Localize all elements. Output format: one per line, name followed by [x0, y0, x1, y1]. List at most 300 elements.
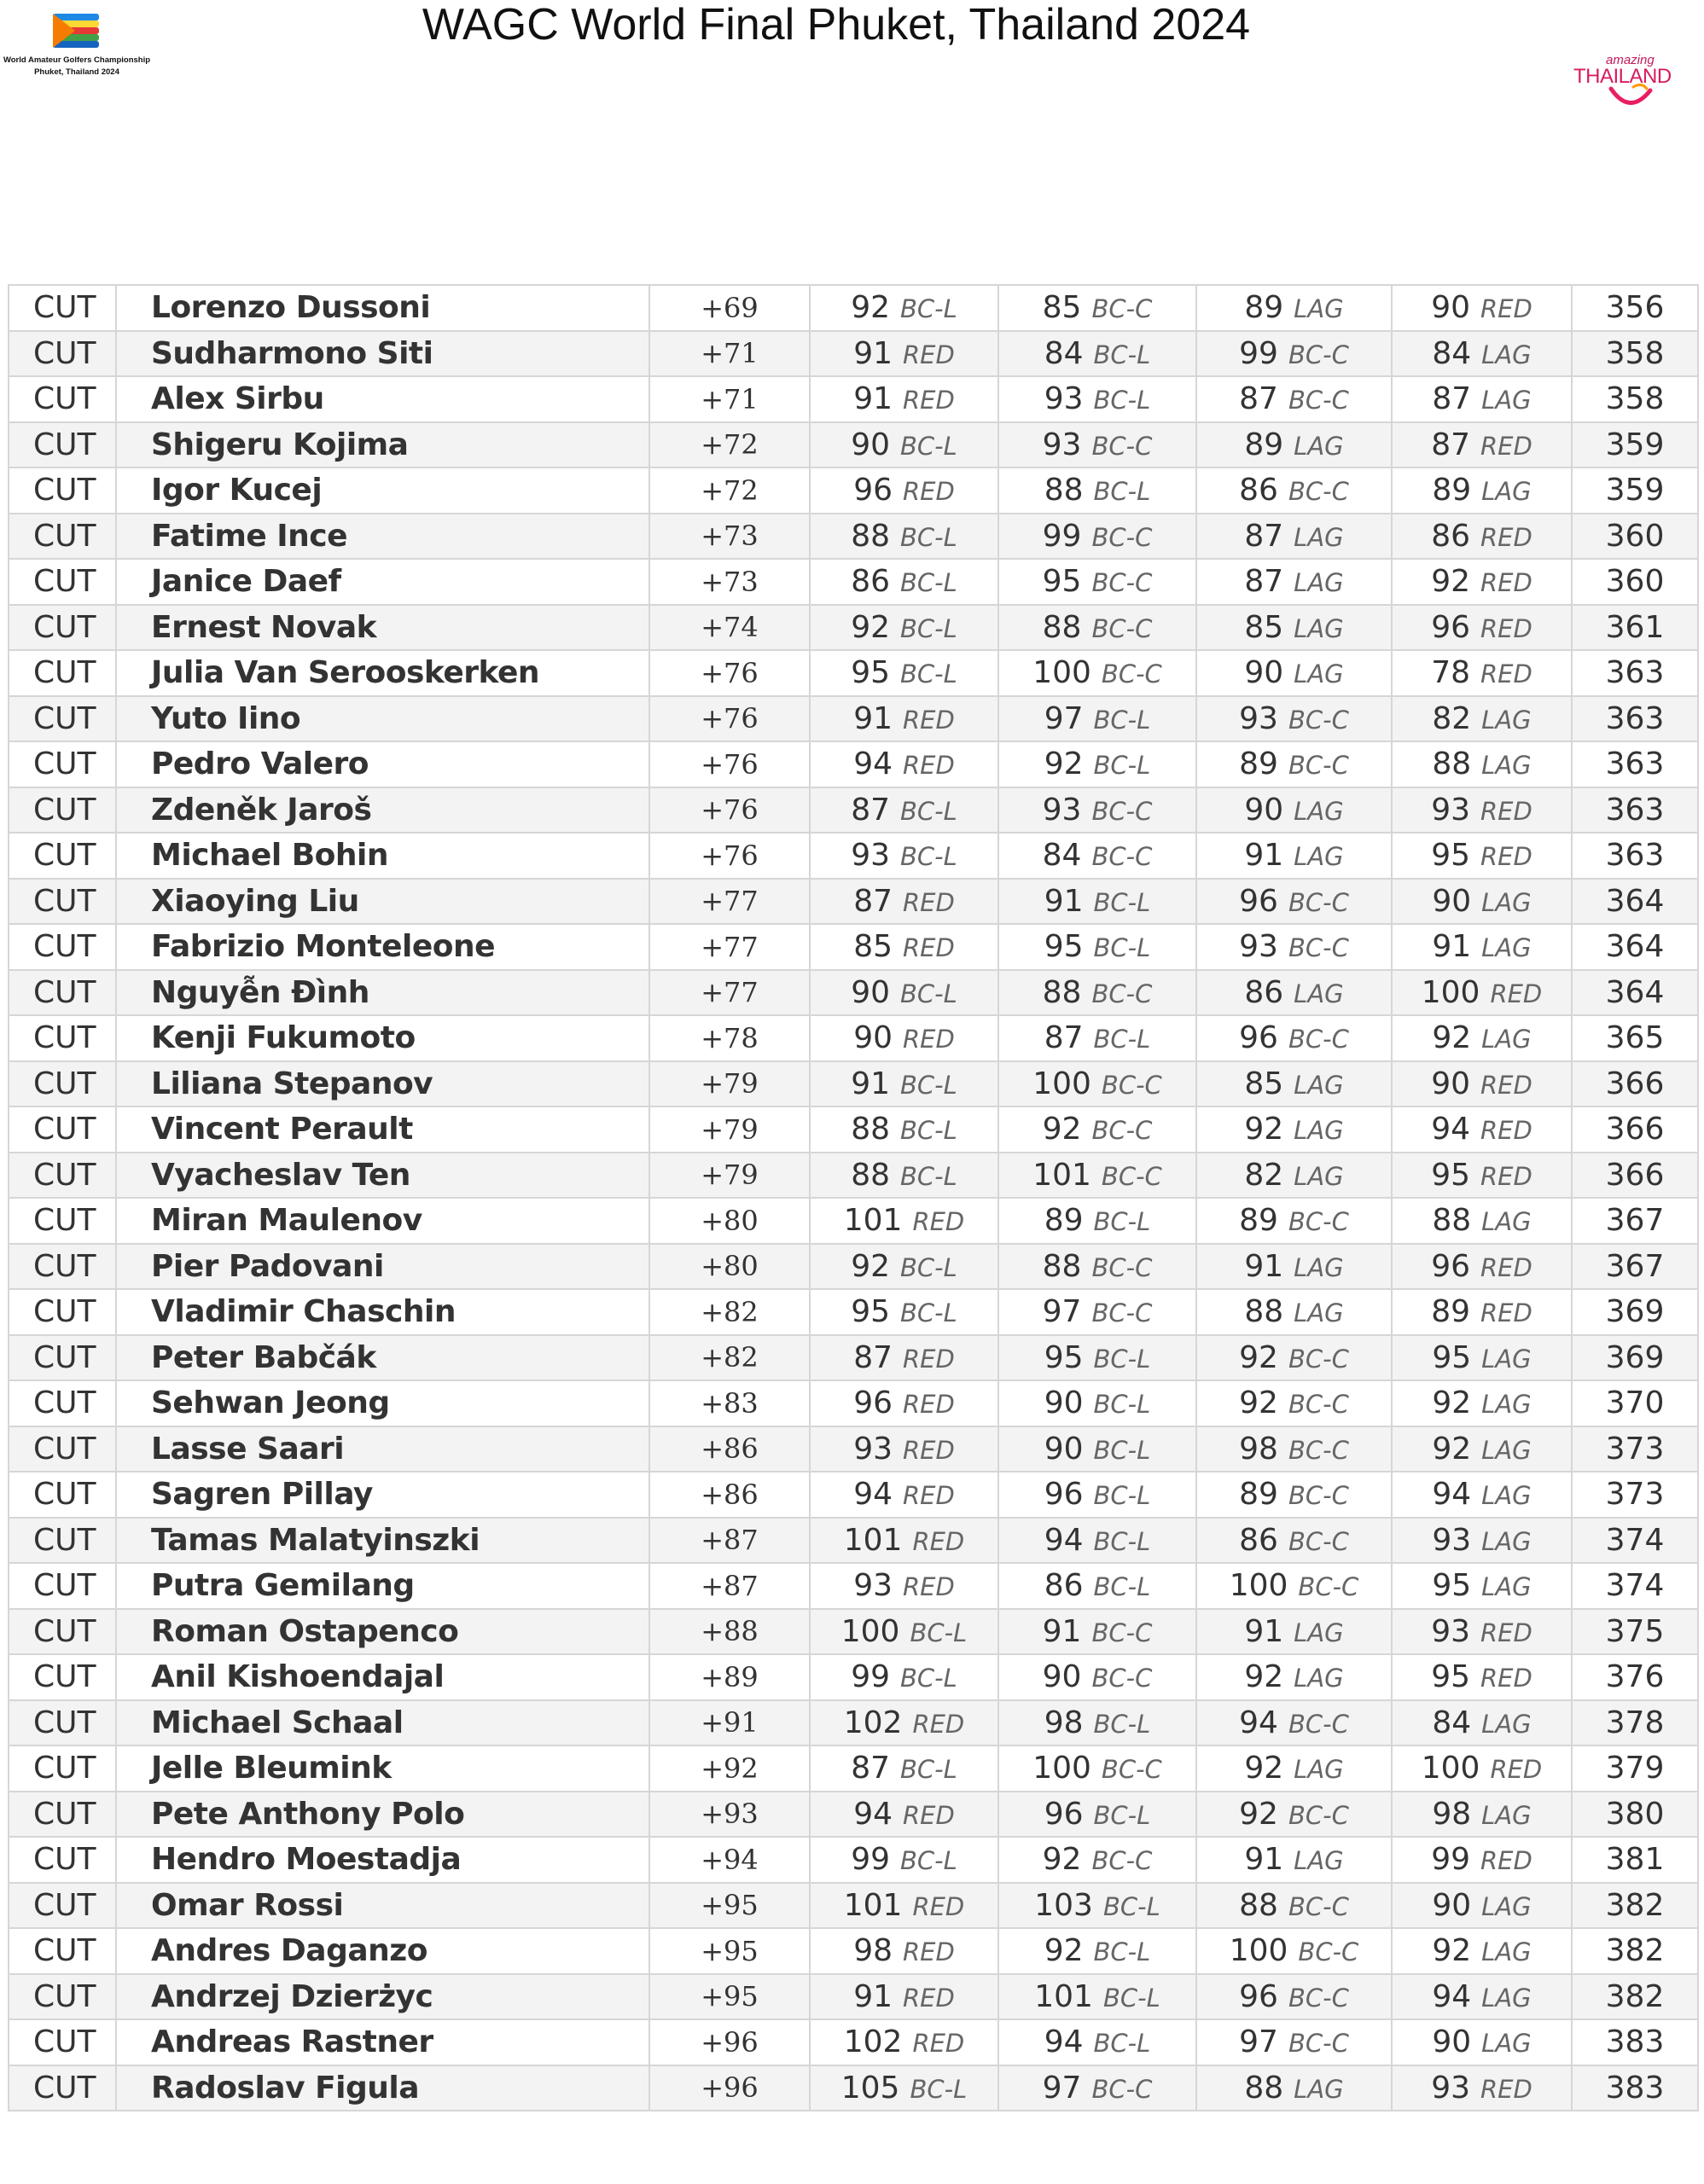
position-cell: CUT — [9, 924, 116, 970]
total-cell: 364 — [1572, 924, 1698, 970]
round-course: BC-L — [900, 1070, 957, 1100]
round-score: 88 — [851, 1112, 891, 1147]
round-4-cell — [1392, 1198, 1572, 1244]
round-1-cell — [810, 422, 998, 468]
round-3-cell — [1196, 1837, 1392, 1883]
round-score: 89 — [1431, 1294, 1470, 1330]
round-score: 88 — [851, 1157, 891, 1193]
round-score: 91 — [1244, 1613, 1284, 1649]
player-name-cell: Liliana Stepanov — [116, 1061, 649, 1107]
round-score: 100 — [1421, 1751, 1480, 1786]
round-course: BC-C — [1288, 1390, 1349, 1420]
round-4-cell — [1392, 1792, 1572, 1838]
round-course: BC-C — [1288, 340, 1349, 369]
round-2-cell — [998, 285, 1196, 331]
round-1-cell — [810, 2065, 998, 2111]
position-cell: CUT — [9, 1974, 116, 2020]
round-1-cell — [810, 1928, 998, 1974]
total-cell: 379 — [1572, 1745, 1698, 1792]
round-course: RED — [1490, 1755, 1543, 1785]
round-score: 86 — [1239, 1522, 1278, 1558]
total-cell: 358 — [1572, 376, 1698, 422]
round-2-cell — [998, 468, 1196, 514]
table-row — [9, 1015, 1698, 1061]
round-score: 100 — [840, 1613, 900, 1649]
round-course: RED — [903, 477, 955, 507]
round-course: RED — [912, 1891, 965, 1921]
round-4-cell — [1392, 605, 1572, 651]
round-3-cell — [1196, 1518, 1392, 1564]
round-score: 100 — [1229, 1933, 1288, 1969]
round-2-cell — [998, 1198, 1196, 1244]
round-course: BC-C — [1091, 1846, 1153, 1876]
total-cell: 367 — [1572, 1198, 1698, 1244]
round-course: LAG — [1294, 1618, 1344, 1647]
round-4-cell — [1392, 1883, 1572, 1929]
round-score: 92 — [1044, 746, 1084, 782]
round-2-cell — [998, 833, 1196, 879]
total-cell: 366 — [1572, 1153, 1698, 1199]
round-course: RED — [903, 1937, 955, 1967]
round-score: 92 — [1431, 564, 1470, 600]
table-row — [9, 1244, 1698, 1290]
round-course: BC-L — [900, 1755, 957, 1785]
round-3-cell — [1196, 741, 1392, 787]
round-score: 101 — [843, 1887, 903, 1923]
position-cell: CUT — [9, 331, 116, 377]
position-cell: CUT — [9, 376, 116, 422]
round-score: 95 — [1431, 1157, 1470, 1193]
round-4-cell — [1392, 696, 1572, 742]
to-par-cell: +95 — [649, 1974, 810, 2020]
round-3-cell — [1196, 2019, 1392, 2065]
round-course: RED — [1480, 2074, 1532, 2104]
round-4-cell — [1392, 559, 1572, 605]
round-3-cell — [1196, 1107, 1392, 1153]
to-par-cell: +95 — [649, 1883, 810, 1929]
round-3-cell — [1196, 1426, 1392, 1472]
round-course: BC-C — [1101, 1161, 1162, 1191]
round-course: BC-C — [1288, 1344, 1349, 1374]
player-name-cell: Tamas Malatyinszki — [116, 1518, 649, 1564]
to-par-cell: +73 — [649, 559, 810, 605]
round-course: RED — [912, 1526, 965, 1556]
round-4-cell — [1392, 422, 1572, 468]
player-name-cell: Pete Anthony Polo — [116, 1792, 649, 1838]
to-par-cell: +87 — [649, 1563, 810, 1609]
total-cell: 383 — [1572, 2065, 1698, 2111]
round-course: RED — [1480, 1618, 1532, 1647]
round-course: RED — [903, 1344, 955, 1374]
round-2-cell — [998, 1015, 1196, 1061]
round-3-cell — [1196, 1883, 1392, 1929]
round-4-cell — [1392, 787, 1572, 834]
player-name-cell: Michael Schaal — [116, 1700, 649, 1746]
round-score: 78 — [1431, 655, 1470, 691]
round-course: LAG — [1481, 1526, 1532, 1556]
wagc-flag-icon — [46, 9, 106, 53]
round-course: RED — [903, 1481, 955, 1511]
round-score: 89 — [1244, 427, 1284, 462]
total-cell: 383 — [1572, 2019, 1698, 2065]
round-course: RED — [912, 1709, 965, 1739]
round-3-cell — [1196, 1745, 1392, 1792]
round-course: BC-C — [1091, 1298, 1153, 1328]
logo-thailand-text: THAILAND — [1573, 65, 1672, 88]
round-score: 93 — [1239, 929, 1278, 965]
round-score: 92 — [1044, 1933, 1084, 1969]
table-row — [9, 559, 1698, 605]
table-row — [9, 2065, 1698, 2111]
round-3-cell — [1196, 924, 1392, 970]
round-course: BC-C — [1288, 1983, 1349, 2013]
position-cell: CUT — [9, 1153, 116, 1199]
round-score: 91 — [1244, 1248, 1284, 1284]
round-score: 93 — [1431, 792, 1470, 828]
to-par-cell: +92 — [649, 1745, 810, 1792]
round-course: LAG — [1481, 1390, 1532, 1420]
round-course: RED — [1480, 522, 1532, 552]
round-score: 93 — [1044, 381, 1084, 417]
round-1-cell — [810, 1335, 998, 1381]
round-1-cell — [810, 1563, 998, 1609]
round-score: 93 — [853, 1431, 893, 1467]
round-score: 94 — [1239, 1705, 1278, 1740]
player-name-cell: Julia Van Serooskerken — [116, 650, 649, 696]
round-score: 89 — [1239, 1477, 1278, 1513]
round-score: 91 — [1044, 883, 1084, 919]
to-par-cell: +74 — [649, 605, 810, 651]
round-score: 86 — [851, 564, 891, 600]
round-course: BC-C — [1091, 431, 1153, 461]
position-cell: CUT — [9, 1244, 116, 1290]
round-course: BC-L — [900, 659, 957, 689]
round-score: 89 — [1044, 1203, 1084, 1239]
round-score: 92 — [1042, 1842, 1082, 1878]
round-4-cell — [1392, 468, 1572, 514]
round-score: 100 — [1032, 1751, 1091, 1786]
to-par-cell: +89 — [649, 1654, 810, 1700]
table-row — [9, 514, 1698, 560]
total-cell: 382 — [1572, 1928, 1698, 1974]
round-course: LAG — [1294, 659, 1344, 689]
player-name-cell: Andrzej Dzierżyc — [116, 1974, 649, 2020]
position-cell: CUT — [9, 2019, 116, 2065]
round-course: LAG — [1481, 1572, 1532, 1602]
player-name-cell: Alex Sirbu — [116, 376, 649, 422]
round-score: 94 — [853, 1477, 893, 1513]
round-score: 92 — [1432, 1020, 1472, 1056]
total-cell: 374 — [1572, 1518, 1698, 1564]
round-course: BC-C — [1091, 979, 1153, 1008]
table-row — [9, 1153, 1698, 1199]
round-course: LAG — [1294, 1161, 1344, 1191]
round-2-cell — [998, 696, 1196, 742]
round-course: LAG — [1294, 796, 1344, 826]
round-course: BC-C — [1091, 796, 1153, 826]
round-score: 87 — [1244, 518, 1284, 554]
round-4-cell — [1392, 1244, 1572, 1290]
to-par-cell: +80 — [649, 1198, 810, 1244]
round-1-cell — [810, 1153, 998, 1199]
round-1-cell — [810, 1289, 998, 1335]
round-3-cell — [1196, 285, 1392, 331]
round-score: 87 — [1244, 564, 1284, 600]
round-1-cell — [810, 787, 998, 834]
round-course: RED — [912, 2029, 965, 2059]
round-2-cell — [998, 1335, 1196, 1381]
round-course: BC-C — [1288, 1207, 1349, 1237]
round-score: 101 — [1032, 1157, 1091, 1193]
total-cell: 373 — [1572, 1472, 1698, 1518]
round-4-cell — [1392, 1153, 1572, 1199]
round-course: LAG — [1294, 1070, 1344, 1100]
round-1-cell — [810, 1654, 998, 1700]
position-cell: CUT — [9, 2065, 116, 2111]
round-course: BC-L — [910, 1618, 968, 1647]
round-score: 87 — [853, 1339, 893, 1375]
round-4-cell — [1392, 1015, 1572, 1061]
round-4-cell — [1392, 1518, 1572, 1564]
round-course: BC-C — [1091, 568, 1153, 598]
total-cell: 363 — [1572, 650, 1698, 696]
total-cell: 380 — [1572, 1792, 1698, 1838]
round-score: 90 — [1431, 290, 1470, 326]
round-course: BC-L — [1093, 887, 1151, 917]
round-course: RED — [1480, 659, 1532, 689]
round-course: BC-L — [1093, 1025, 1151, 1054]
round-1-cell — [810, 970, 998, 1016]
table-row — [9, 1518, 1698, 1564]
player-name-cell: Roman Ostapenco — [116, 1609, 649, 1655]
round-1-cell — [810, 924, 998, 970]
table-row — [9, 1380, 1698, 1426]
round-3-cell — [1196, 2065, 1392, 2111]
round-score: 95 — [851, 655, 891, 691]
round-3-cell — [1196, 1792, 1392, 1838]
round-course: RED — [1480, 842, 1532, 872]
round-2-cell — [998, 1289, 1196, 1335]
total-cell: 361 — [1572, 605, 1698, 651]
round-course: BC-C — [1288, 1800, 1349, 1830]
round-score: 91 — [853, 335, 893, 371]
round-score: 99 — [851, 1842, 891, 1878]
round-score: 95 — [1044, 929, 1084, 965]
to-par-cell: +71 — [649, 331, 810, 377]
round-score: 91 — [1042, 1613, 1082, 1649]
round-score: 90 — [1432, 2024, 1472, 2060]
round-score: 101 — [1034, 1978, 1093, 2014]
round-4-cell — [1392, 285, 1572, 331]
round-score: 96 — [1239, 1978, 1278, 2014]
round-2-cell — [998, 1792, 1196, 1838]
round-course: BC-C — [1288, 1709, 1349, 1739]
round-course: BC-L — [900, 1298, 957, 1328]
table-row — [9, 924, 1698, 970]
position-cell: CUT — [9, 970, 116, 1016]
round-course: RED — [1480, 613, 1532, 643]
round-score: 90 — [1244, 792, 1284, 828]
round-2-cell — [998, 2019, 1196, 2065]
table-row — [9, 331, 1698, 377]
round-4-cell — [1392, 650, 1572, 696]
to-par-cell: +86 — [649, 1426, 810, 1472]
round-course: BC-L — [1093, 1709, 1151, 1739]
round-course: BC-C — [1288, 1891, 1349, 1921]
round-3-cell — [1196, 787, 1392, 834]
total-cell: 369 — [1572, 1335, 1698, 1381]
results-body — [9, 285, 1698, 2111]
round-score: 82 — [1244, 1157, 1284, 1193]
round-score: 88 — [1042, 974, 1082, 1010]
table-row — [9, 1472, 1698, 1518]
round-course: LAG — [1294, 568, 1344, 598]
round-4-cell — [1392, 879, 1572, 925]
round-1-cell — [810, 696, 998, 742]
round-3-cell — [1196, 331, 1392, 377]
round-score: 86 — [1044, 1568, 1084, 1604]
position-cell: CUT — [9, 1518, 116, 1564]
round-score: 90 — [853, 1020, 893, 1056]
round-2-cell — [998, 879, 1196, 925]
round-score: 94 — [1432, 1978, 1472, 2014]
player-name-cell: Pedro Valero — [116, 741, 649, 787]
round-course: RED — [903, 1435, 955, 1465]
round-score: 95 — [1044, 1339, 1084, 1375]
to-par-cell: +91 — [649, 1700, 810, 1746]
to-par-cell: +76 — [649, 833, 810, 879]
round-score: 89 — [1239, 746, 1278, 782]
round-score: 88 — [1044, 473, 1084, 508]
round-4-cell — [1392, 1609, 1572, 1655]
round-course: RED — [903, 887, 955, 917]
round-course: BC-C — [1091, 294, 1153, 324]
round-3-cell — [1196, 1609, 1392, 1655]
round-1-cell — [810, 1837, 998, 1883]
to-par-cell: +93 — [649, 1792, 810, 1838]
to-par-cell: +79 — [649, 1153, 810, 1199]
round-score: 90 — [851, 974, 891, 1010]
round-3-cell — [1196, 559, 1392, 605]
round-2-cell — [998, 1745, 1196, 1792]
round-score: 95 — [1042, 564, 1082, 600]
round-score: 93 — [853, 1568, 893, 1604]
round-course: BC-L — [900, 1664, 957, 1693]
position-cell: CUT — [9, 1472, 116, 1518]
to-par-cell: +78 — [649, 1015, 810, 1061]
total-cell: 382 — [1572, 1974, 1698, 2020]
round-2-cell — [998, 1380, 1196, 1426]
round-2-cell — [998, 924, 1196, 970]
round-course: BC-L — [1093, 751, 1151, 781]
total-cell: 376 — [1572, 1654, 1698, 1700]
position-cell: CUT — [9, 559, 116, 605]
round-4-cell — [1392, 833, 1572, 879]
round-score: 98 — [1044, 1705, 1084, 1740]
round-score: 89 — [1239, 1203, 1278, 1239]
total-cell: 363 — [1572, 833, 1698, 879]
round-1-cell — [810, 1198, 998, 1244]
round-course: RED — [912, 1207, 965, 1237]
total-cell: 366 — [1572, 1061, 1698, 1107]
round-2-cell — [998, 1609, 1196, 1655]
table-row — [9, 422, 1698, 468]
total-cell: 366 — [1572, 1107, 1698, 1153]
player-name-cell: Sudharmono Siti — [116, 331, 649, 377]
table-row — [9, 1198, 1698, 1244]
round-2-cell — [998, 422, 1196, 468]
round-course: BC-L — [1093, 477, 1151, 507]
round-score: 97 — [1042, 1294, 1082, 1330]
to-par-cell: +76 — [649, 787, 810, 834]
round-4-cell — [1392, 970, 1572, 1016]
round-score: 82 — [1432, 700, 1472, 736]
round-course: LAG — [1481, 386, 1532, 415]
to-par-cell: +79 — [649, 1061, 810, 1107]
round-course: BC-C — [1091, 1252, 1153, 1282]
player-name-cell: Vincent Perault — [116, 1107, 649, 1153]
to-par-cell: +87 — [649, 1518, 810, 1564]
round-score: 96 — [1239, 1020, 1278, 1056]
round-1-cell — [810, 741, 998, 787]
logo-caption-line2: Phuket, Thailand 2024 — [34, 67, 119, 77]
round-1-cell — [810, 1380, 998, 1426]
table-row — [9, 1609, 1698, 1655]
to-par-cell: +86 — [649, 1472, 810, 1518]
round-course: LAG — [1481, 887, 1532, 917]
round-score: 94 — [853, 746, 893, 782]
round-course: RED — [1480, 1070, 1532, 1100]
round-3-cell — [1196, 696, 1392, 742]
round-score: 101 — [843, 1203, 903, 1239]
player-name-cell: Nguyễn Đình — [116, 970, 649, 1016]
round-score: 90 — [1432, 883, 1472, 919]
round-course: RED — [1480, 294, 1532, 324]
round-course: LAG — [1481, 1344, 1532, 1374]
to-par-cell: +77 — [649, 970, 810, 1016]
round-course: BC-L — [1093, 1481, 1151, 1511]
round-score: 93 — [1239, 700, 1278, 736]
round-1-cell — [810, 1700, 998, 1746]
position-cell: CUT — [9, 1198, 116, 1244]
player-name-cell: Ernest Novak — [116, 605, 649, 651]
round-1-cell — [810, 1244, 998, 1290]
to-par-cell: +83 — [649, 1380, 810, 1426]
round-score: 95 — [1432, 1568, 1472, 1604]
round-1-cell — [810, 1745, 998, 1792]
round-2-cell — [998, 1426, 1196, 1472]
round-course: BC-L — [900, 842, 957, 872]
round-score: 100 — [1032, 1066, 1091, 1101]
to-par-cell: +76 — [649, 696, 810, 742]
round-course: LAG — [1481, 1937, 1532, 1967]
position-cell: CUT — [9, 696, 116, 742]
round-2-cell — [998, 2065, 1196, 2111]
player-name-cell: Hendro Moestadja — [116, 1837, 649, 1883]
player-name-cell: Radoslav Figula — [116, 2065, 649, 2111]
round-score: 102 — [843, 2024, 903, 2060]
round-2-cell — [998, 1107, 1196, 1153]
round-3-cell — [1196, 376, 1392, 422]
player-name-cell: Andreas Rastner — [116, 2019, 649, 2065]
round-score: 91 — [1244, 838, 1284, 874]
round-course: BC-L — [1093, 1390, 1151, 1420]
total-cell: 359 — [1572, 468, 1698, 514]
round-2-cell — [998, 605, 1196, 651]
position-cell: CUT — [9, 1837, 116, 1883]
round-course: LAG — [1294, 842, 1344, 872]
logo-amazing-text: amazing — [1606, 53, 1655, 67]
